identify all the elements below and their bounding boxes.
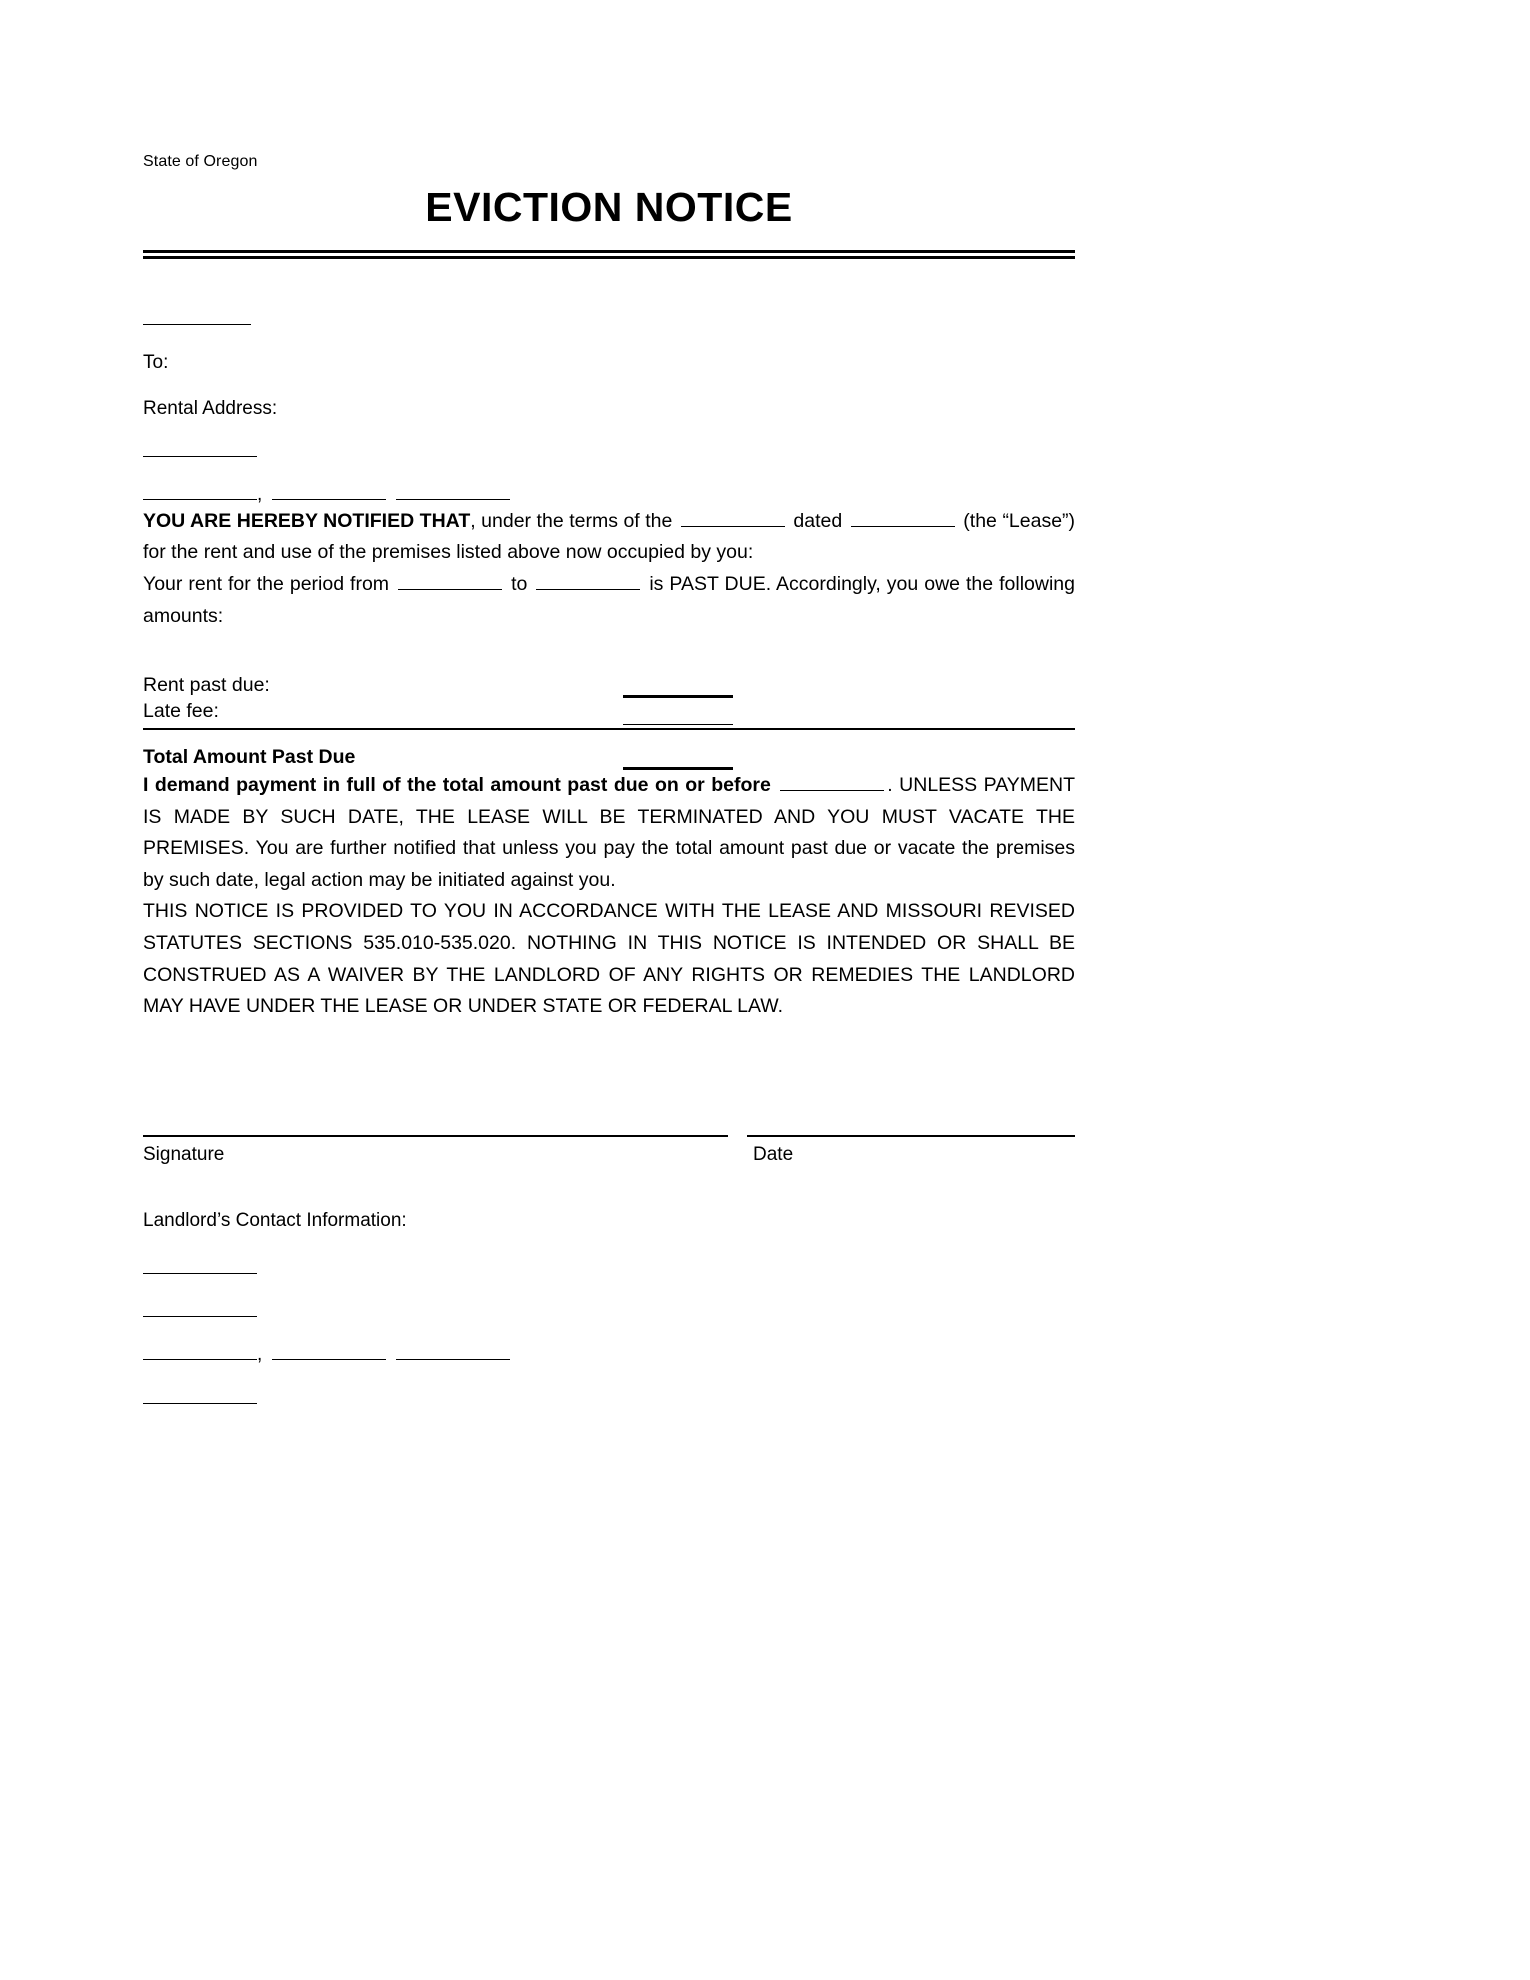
lease-date-blank[interactable] <box>851 513 955 527</box>
rental-address-label: Rental Address: <box>143 398 278 420</box>
rent-past-due-label: Rent past due: <box>143 674 270 697</box>
paragraph-notified <box>143 506 1075 569</box>
late-fee-blank[interactable] <box>623 707 733 725</box>
signature-line[interactable] <box>143 1135 728 1137</box>
page-title: EVICTION NOTICE <box>425 184 793 231</box>
landlord-address-comma: , <box>257 1343 263 1365</box>
period-from-blank[interactable] <box>398 576 502 590</box>
demand-date-blank[interactable] <box>780 777 884 791</box>
amounts-table <box>143 672 1075 770</box>
total-past-due-blank[interactable] <box>623 750 733 770</box>
demand-text-2: . UNLESS PAYMENT IS MADE BY SUCH DATE, THE LEASE WILL BE TERMINATED AND YOU MUST VACATE THE PREMISES. You are further notified that unless you pay the total amount past due or vacate the premises by such date, legal action may be initiated against you. <box>143 774 1076 891</box>
paragraph-demand <box>143 770 1075 896</box>
to-label: To: <box>143 352 169 374</box>
rent-past-due-blank[interactable] <box>623 678 733 698</box>
landlord-zip-blank[interactable] <box>396 1344 510 1360</box>
landlord-name-row <box>143 1258 1075 1279</box>
landlord-street-row <box>143 1301 1075 1322</box>
landlord-contact-heading: Landlord’s Contact Information: <box>143 1209 407 1231</box>
demand-bold-lead: I demand payment in full of the total amount past due on or before <box>143 774 771 797</box>
amounts-divider <box>143 728 1075 730</box>
signature-labels <box>143 1144 1075 1166</box>
recipient-name-row <box>143 309 1075 329</box>
signature-label: Signature <box>143 1143 225 1165</box>
notified-text-3: (the <box>963 509 997 532</box>
rental-address-street-row <box>143 441 1075 462</box>
period-to-blank[interactable] <box>536 576 640 590</box>
landlord-street-blank[interactable] <box>143 1301 257 1317</box>
landlord-state-blank[interactable] <box>272 1344 386 1360</box>
rental-address-state-blank[interactable] <box>272 484 386 500</box>
address-comma: , <box>257 483 263 505</box>
landlord-city-row <box>143 1344 1075 1366</box>
paragraph-rent-period <box>143 569 1075 632</box>
period-text-2: to <box>511 572 528 595</box>
document-body <box>143 0 1075 1409</box>
paragraph-statute: THIS NOTICE IS PROVIDED TO YOU IN ACCORDANCE WITH THE LEASE AND MISSOURI REVISED STATUTES SECTIONS 535.010-535.020. NOTHING IN THIS NOTICE IS INTENDED OR SHALL BE CONSTRUED AS A WAIVER BY THE LANDLORD OF ANY RIGHTS OR REMEDIES THE LANDLORD MAY HAVE UNDER THE LEASE OR UNDER STATE OR FEDERAL LAW. <box>143 900 1075 1018</box>
period-text-3: is PAST DUE. Accordingly, you owe the following amounts: <box>143 572 1075 627</box>
period-text-1: Your rent for the period from <box>143 572 390 595</box>
landlord-city-blank[interactable] <box>143 1344 257 1360</box>
total-past-due-label: Total Amount Past Due <box>143 745 356 768</box>
landlord-phone-row <box>143 1388 1075 1409</box>
header-divider <box>143 250 1075 259</box>
table-row <box>143 672 1075 698</box>
lease-name-blank[interactable] <box>681 513 785 527</box>
landlord-phone-blank[interactable] <box>143 1388 257 1404</box>
landlord-name-blank[interactable] <box>143 1258 257 1274</box>
table-row-total <box>143 744 1075 770</box>
notified-text-1: , under the terms of the <box>470 509 673 532</box>
rental-address-zip-blank[interactable] <box>396 484 510 500</box>
table-row <box>143 698 1075 724</box>
rental-address-city-row <box>143 484 1075 506</box>
notified-text-4: “Lease”) for the rent and use of the premises listed above now occupied by you: <box>143 509 1076 564</box>
date-line[interactable] <box>747 1135 1075 1137</box>
date-label: Date <box>753 1143 794 1165</box>
signature-block <box>143 1135 1075 1166</box>
rental-address-city-blank[interactable] <box>143 484 257 500</box>
late-fee-label: Late fee: <box>143 700 219 723</box>
notified-bold-lead: YOU ARE HEREBY NOTIFIED THAT <box>143 509 471 532</box>
recipient-name-blank[interactable] <box>143 309 251 325</box>
state-line: State of Oregon <box>143 153 258 170</box>
signature-lines <box>143 1135 1075 1137</box>
notified-text-2: dated <box>793 509 843 532</box>
rental-address-street-blank[interactable] <box>143 441 257 457</box>
